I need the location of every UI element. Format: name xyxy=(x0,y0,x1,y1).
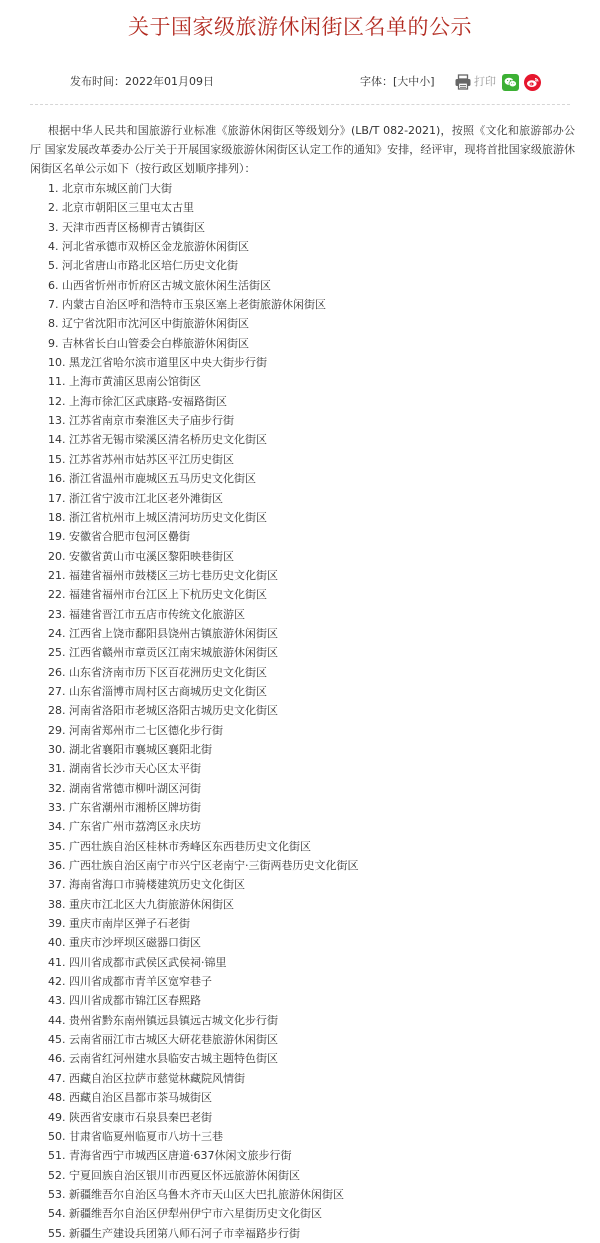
list-item: 20. 安徽省黄山市屯溪区黎阳映巷街区 xyxy=(48,549,234,563)
list-item: 19. 安徽省合肥市包河区罍街 xyxy=(48,530,190,544)
list-item: 10. 黑龙江省哈尔滨市道里区中央大街步行街 xyxy=(48,356,267,370)
list-item: 53. 新疆维吾尔自治区乌鲁木齐市天山区大巴扎旅游休闲街区 xyxy=(48,1187,344,1201)
list-item: 15. 江苏省苏州市姑苏区平江历史街区 xyxy=(48,452,234,466)
list-item: 36. 广西壮族自治区南宁市兴宁区老南宁·三街两巷历史文化街区 xyxy=(48,859,359,873)
list-item: 46. 云南省红河州建水县临安古城主题特色街区 xyxy=(48,1052,278,1066)
share-tools xyxy=(454,71,541,93)
list-item: 32. 湖南省常德市柳叶湖区河街 xyxy=(48,781,201,795)
print-button[interactable] xyxy=(454,70,496,94)
list-item: 37. 海南省海口市骑楼建筑历史文化街区 xyxy=(48,878,245,892)
list-item: 14. 江苏省无锡市梁溪区清名桥历史文化街区 xyxy=(48,433,267,447)
list-item: 42. 四川省成都市青羊区宽窄巷子 xyxy=(48,975,212,989)
list-item: 2. 北京市朝阳区三里屯太古里 xyxy=(48,201,194,215)
list-item: 9. 吉林省长白山管委会白桦旅游休闲街区 xyxy=(48,336,249,350)
list-item: 12. 上海市徐汇区武康路-安福路街区 xyxy=(48,394,227,408)
printer-icon xyxy=(454,74,472,90)
list-item: 50. 甘肃省临夏州临夏市八坊十三巷 xyxy=(48,1129,223,1143)
list-item: 54. 新疆维吾尔自治区伊犁州伊宁市六星街历史文化街区 xyxy=(48,1207,322,1221)
wechat-icon[interactable] xyxy=(502,74,519,91)
list-item: 11. 上海市黄浦区思南公馆街区 xyxy=(48,375,201,389)
list-item: 27. 山东省淄博市周村区古商城历史文化街区 xyxy=(48,684,267,698)
page-title: 关于国家级旅游休闲街区名单的公示 xyxy=(128,15,472,39)
list-item: 35. 广西壮族自治区桂林市秀峰区东西巷历史文化街区 xyxy=(48,839,311,853)
list-item: 38. 重庆市江北区大九街旅游休闲街区 xyxy=(48,897,234,911)
publish-date: 发布时间：2022年01月09日 xyxy=(70,75,214,88)
list-item: 6. 山西省忻州市忻府区古城文旅休闲生活街区 xyxy=(48,278,271,292)
list-item: 48. 西藏自治区昌都市茶马城街区 xyxy=(48,1091,212,1105)
list-item: 17. 浙江省宁波市江北区老外滩街区 xyxy=(48,491,223,505)
font-size-close-bracket: ] xyxy=(430,75,435,88)
list-item: 33. 广东省潮州市湘桥区牌坊街 xyxy=(48,801,201,814)
font-size-small-button[interactable]: 小 xyxy=(419,75,431,88)
article-meta xyxy=(0,70,600,94)
list-item: 51. 青海省西宁市城西区唐道·637休闲文旅步行街 xyxy=(48,1149,292,1163)
list-item: 4. 河北省承德市双桥区金龙旅游休闲街区 xyxy=(48,240,249,254)
street-list xyxy=(48,179,359,1243)
list-item: 18. 浙江省杭州市上城区清河坊历史文化街区 xyxy=(48,510,267,524)
list-item: 8. 辽宁省沈阳市沈河区中街旅游休闲街区 xyxy=(48,317,249,331)
font-size-label: 字体： xyxy=(360,75,393,88)
list-item: 3. 天津市西青区杨柳青古镇街区 xyxy=(48,220,205,234)
list-item: 23. 福建省晋江市五店市传统文化旅游区 xyxy=(48,607,245,621)
weibo-icon[interactable] xyxy=(524,74,541,91)
list-item: 21. 福建省福州市鼓楼区三坊七巷历史文化街区 xyxy=(48,568,278,582)
list-item: 30. 湖北省襄阳市襄城区襄阳北街 xyxy=(48,742,212,756)
font-size-switcher xyxy=(360,70,435,94)
list-item: 45. 云南省丽江市古城区大研花巷旅游休闲街区 xyxy=(48,1033,278,1047)
list-item: 28. 河南省洛阳市老城区洛阳古城历史文化街区 xyxy=(48,704,278,718)
list-item: 24. 江西省上饶市鄱阳县饶州古镇旅游休闲街区 xyxy=(48,626,278,640)
font-size-medium-button[interactable]: 中 xyxy=(408,75,420,88)
intro-paragraph: 根据中华人民共和国旅游行业标准《旅游休闲街区等级划分》(LB/T 082-2021)，按照《文化和旅游部办公厅 国家发展改革委办公厅关于开展国家级旅游休闲街区认定工作的通知》安排，经评审，现将首批国家级旅游休闲街区名单公示如下（按行政区划顺序排列）： xyxy=(30,124,575,175)
list-item: 26. 山东省济南市历下区百花洲历史文化街区 xyxy=(48,665,267,679)
list-item: 1. 北京市东城区前门大街 xyxy=(48,182,172,195)
font-size-large-button[interactable]: 大 xyxy=(397,75,409,88)
list-item: 25. 江西省赣州市章贡区江南宋城旅游休闲街区 xyxy=(48,646,278,660)
list-item: 34. 广东省广州市荔湾区永庆坊 xyxy=(48,820,201,834)
list-item: 16. 浙江省温州市鹿城区五马历史文化街区 xyxy=(48,472,256,486)
list-item: 55. 新疆生产建设兵团第八师石河子市幸福路步行街 xyxy=(48,1226,300,1240)
list-item: 22. 福建省福州市台江区上下杭历史文化街区 xyxy=(48,588,267,602)
list-item: 13. 江苏省南京市秦淮区夫子庙步行街 xyxy=(48,414,234,428)
header-divider xyxy=(30,104,570,105)
list-item: 49. 陕西省安康市石泉县秦巴老街 xyxy=(48,1110,212,1124)
print-label: 打印 xyxy=(474,75,496,88)
list-item: 7. 内蒙古自治区呼和浩特市玉泉区塞上老街旅游休闲街区 xyxy=(48,298,326,312)
font-size-open-bracket: [ xyxy=(393,75,398,88)
list-item: 47. 西藏自治区拉萨市慈觉林藏院风情街 xyxy=(48,1071,245,1085)
list-item: 40. 重庆市沙坪坝区磁器口街区 xyxy=(48,936,201,950)
list-item: 29. 河南省郑州市二七区德化步行街 xyxy=(48,723,223,737)
list-item: 43. 四川省成都市锦江区春熙路 xyxy=(48,994,201,1008)
list-item: 41. 四川省成都市武侯区武侯祠·锦里 xyxy=(48,955,227,969)
list-item: 31. 湖南省长沙市天心区太平街 xyxy=(48,762,201,776)
list-item: 39. 重庆市南岸区弹子石老街 xyxy=(48,917,190,931)
list-item: 5. 河北省唐山市路北区培仁历史文化街 xyxy=(48,259,238,273)
list-item: 44. 贵州省黔东南州镇远县镇远古城文化步行街 xyxy=(48,1013,278,1027)
list-item: 52. 宁夏回族自治区银川市西夏区怀远旅游休闲街区 xyxy=(48,1168,300,1182)
